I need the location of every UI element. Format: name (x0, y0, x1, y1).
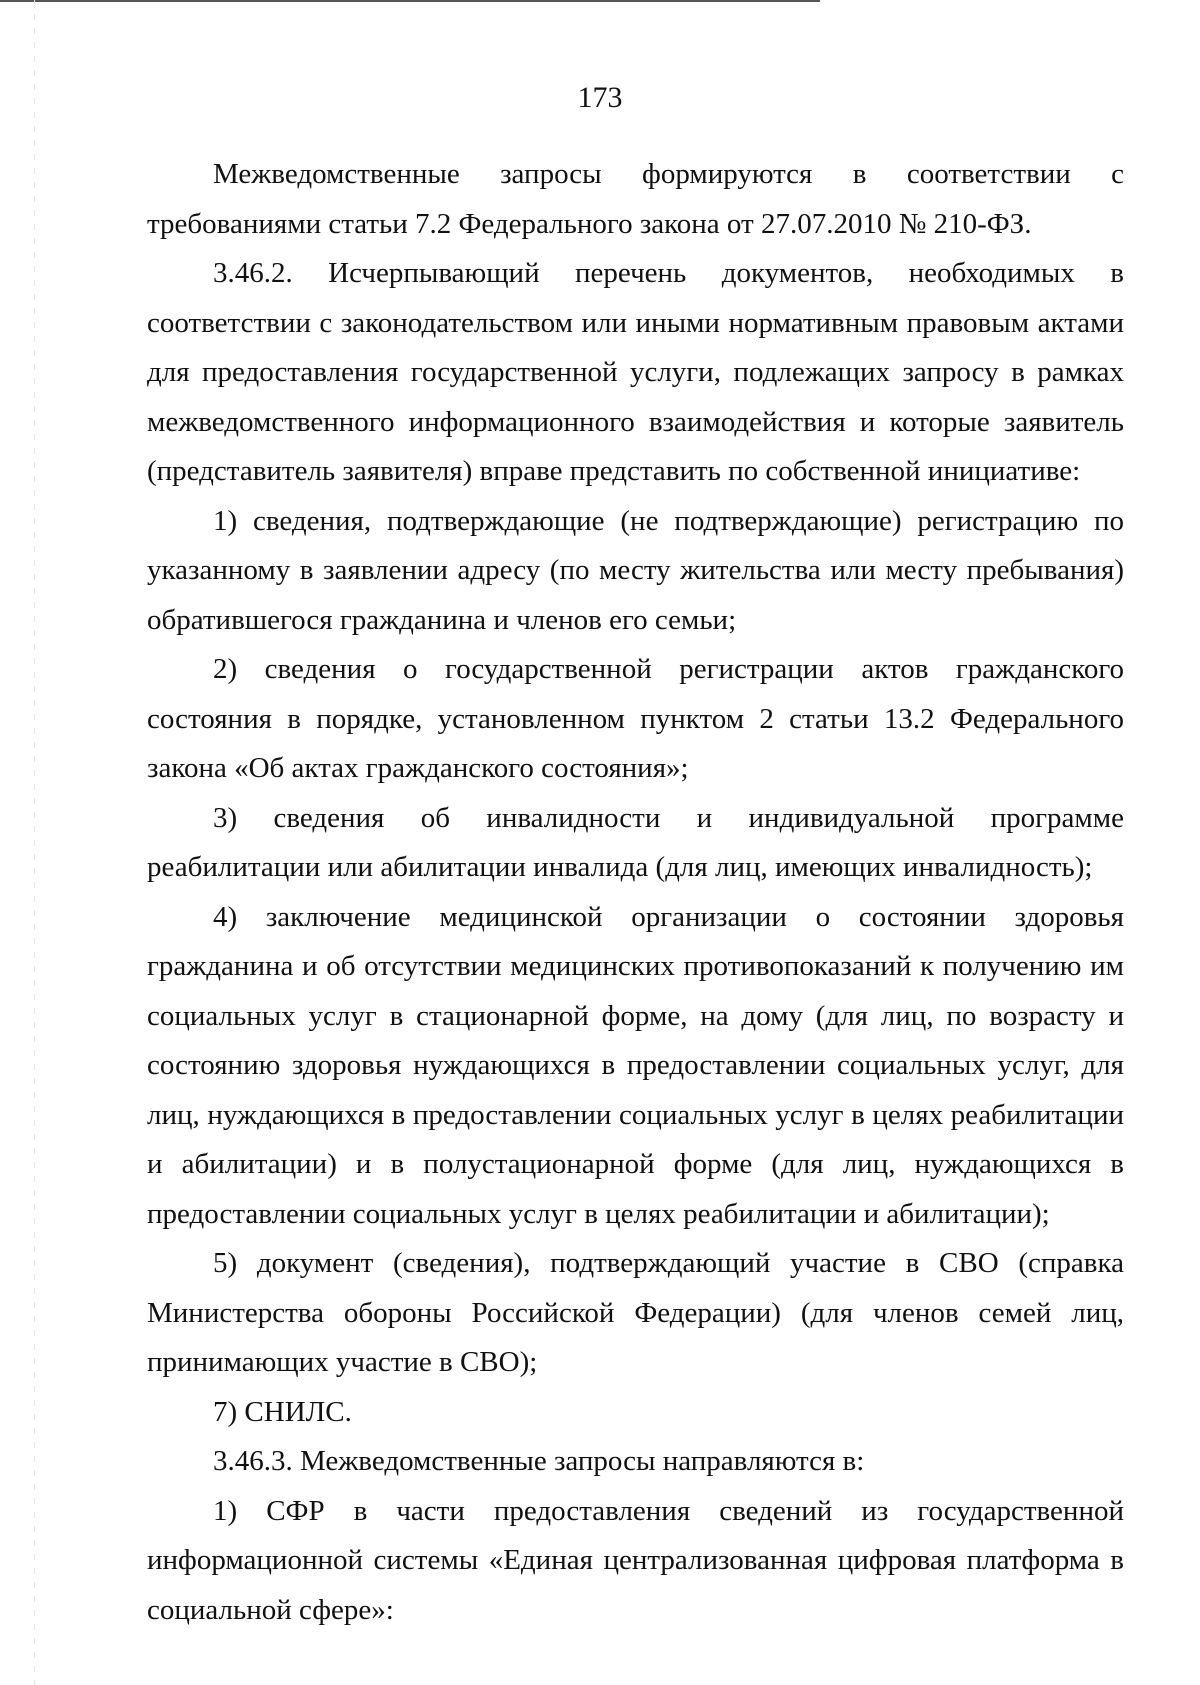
document-body (147, 150, 1124, 1635)
list-item-2: 2) сведения о государственной регистрации актов гражданского состояния в порядке, установленном пунктом 2 статьи 13.2 Федерального закона «Об актах гражданского состояния»; (147, 653, 1124, 784)
list-item-7: 7) СНИЛС. (213, 1395, 352, 1428)
recipient-item-1: 1) СФР в части предоставления сведений из государственной информационной системы «Единая централизованная цифровая платформа в социальной сфере»: (147, 1494, 1124, 1626)
list-item-3: 3) сведения об инвалидности и индивидуальной программе реабилитации или абилитации инвалида (для лиц, имеющих инвалидность); (147, 801, 1124, 883)
paragraph-intro: Межведомственные запросы формируются в соответствии с требованиями статьи 7.2 Федерального закона от 27.07.2010 № 210-ФЗ. (147, 158, 1124, 240)
paragraph-3-46-2: 3.46.2. Исчерпывающий перечень документов, необходимых в соответствии с законодательством или иными нормативным правовым актами для предоставления государственной услуги, подлежащих запросу в рамках межведомственного информационного взаимодействия и которые заявитель (представитель заявителя) вправе представить по собственной инициативе: (147, 257, 1124, 487)
scan-left-edge (34, 0, 35, 1685)
list-item-4: 4) заключение медицинской организации о состоянии здоровья гражданина и об отсутствии медицинских противопоказаний к получению им социальных услуг в стационарной форме, на дому (для лиц, по возрасту и состоянию здоровья нуждающихся в предоставлении социальных услуг, для лиц, нуждающихся в предоставлении социальных услуг в целях реабилитации и абилитации) и в полустационарной форме (для лиц, нуждающихся в предоставлении социальных услуг в целях реабилитации и абилитации); (147, 900, 1124, 1230)
list-item-1: 1) сведения, подтверждающие (не подтверждающие) регистрацию по указанному в заявлении адресу (по месту жительства или месту пребывания) обратившегося гражданина и членов его семьи; (147, 504, 1124, 636)
page-number: 173 (577, 81, 623, 114)
paragraph-3-46-3: 3.46.3. Межведомственные запросы направляются в: (213, 1445, 865, 1477)
list-item-5: 5) документ (сведения), подтверждающий участие в СВО (справка Министерства обороны Российской Федерации) (для членов семей лиц, принимающих участие в СВО); (147, 1247, 1124, 1378)
scan-top-border (0, 0, 820, 2)
